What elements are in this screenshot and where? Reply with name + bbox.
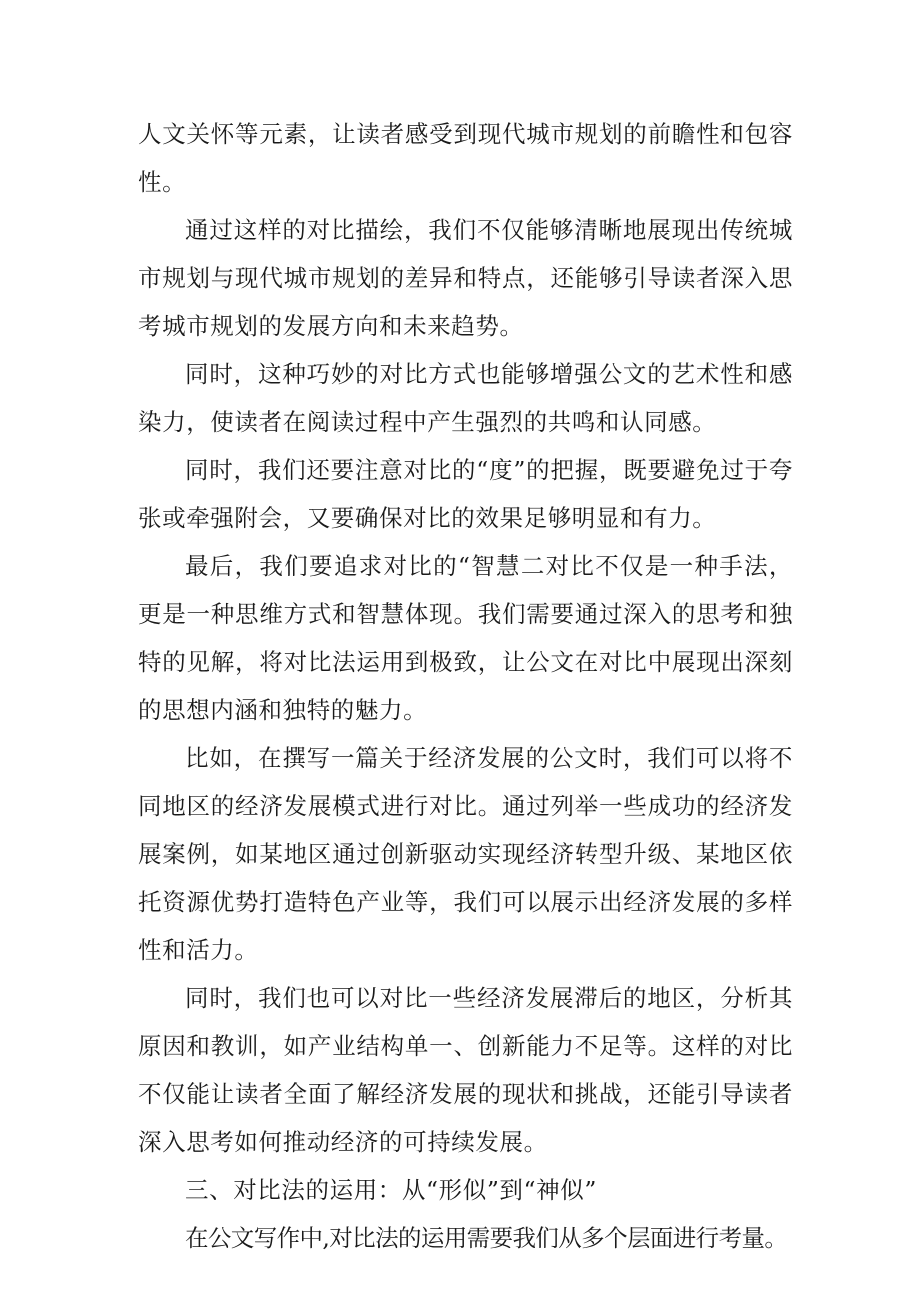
paragraph-7: 同时，我们也可以对比一些经济发展滞后的地区，分析其原因和教训，如产业结构单一、创新能力不足等。这样的对比不仅能让读者全面了解经济发展的现状和挑战，还能引导读者深入思考如何推动经济的可持续发展。	[138, 984, 793, 1156]
paragraph-6: 比如，在撰写一篇关于经济发展的公文时，我们可以将不同地区的经济发展模式进行对比。通过列举一些成功的经济发展案例，如某地区通过创新驱动实现经济转型升级、某地区依托资源优势打造特色产业等，我们可以展示出经济发展的多样性和活力。	[138, 744, 793, 964]
document-body	[138, 110, 793, 1262]
section-heading: 三、对比法的运用：从“形似”到“神似”	[185, 1176, 597, 1204]
paragraph-2: 通过这样的对比描绘，我们不仅能够清晰地展现出传统城市规划与现代城市规划的差异和特点，还能够引导读者深入思考城市规划的发展方向和未来趋势。	[138, 216, 793, 340]
paragraph-5: 最后，我们要追求对比的“智慧二对比不仅是一种手法，更是一种思维方式和智慧体现。我们需要通过深入的思考和独特的见解，将对比法运用到极致，让公文在对比中展现出深刻的思想内涵和独特的魅力。	[138, 552, 793, 724]
paragraph-1: 人文关怀等元素，让读者感受到现代城市规划的前瞻性和包容性。	[138, 120, 793, 196]
paragraph-9: 在公文写作中,对比法的运用需要我们从多个层面进行考量。	[185, 1224, 788, 1252]
paragraph-4: 同时，我们还要注意对比的“度”的把握，既要避免过于夸张或牵强附会，又要确保对比的效果足够明显和有力。	[138, 456, 793, 532]
paragraph-3: 同时，这种巧妙的对比方式也能够增强公文的艺术性和感染力，使读者在阅读过程中产生强烈的共鸣和认同感。	[138, 360, 793, 436]
